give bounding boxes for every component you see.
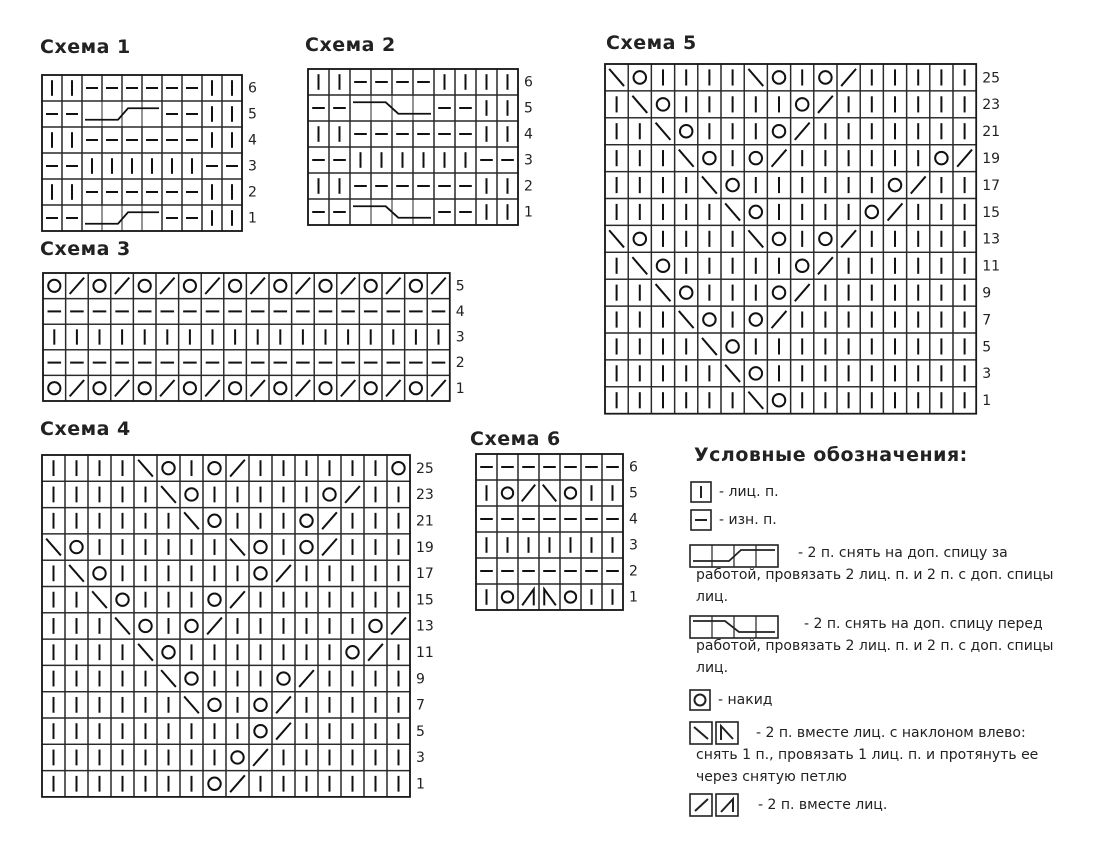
- stitch-mark: [229, 280, 241, 292]
- chart-cell: [387, 455, 410, 481]
- chart-cell: [179, 273, 202, 299]
- chart-cell: [675, 118, 698, 145]
- chart-grid-s2: [308, 69, 558, 227]
- chart-cell: [767, 64, 790, 91]
- stitch-mark: [184, 280, 196, 292]
- chart-cell: [744, 306, 767, 333]
- row-label: 6: [629, 459, 638, 476]
- legend-desc-knit: - лиц. п.: [719, 484, 779, 500]
- row-label: 1: [629, 589, 638, 606]
- stitch-mark: [543, 485, 556, 502]
- stitch-mark: [229, 382, 241, 394]
- stitch-mark: [160, 278, 174, 294]
- chart-cell: [860, 199, 883, 226]
- stitch-mark: [431, 380, 445, 396]
- stitch-mark: [702, 338, 717, 355]
- stitch-mark: [679, 311, 694, 328]
- stitch-mark: [208, 515, 220, 527]
- row-label: 23: [416, 487, 434, 504]
- chart-cell: [43, 273, 66, 299]
- stitch-mark: [431, 278, 445, 294]
- chart-cell: [88, 560, 111, 586]
- stitch-mark: [632, 257, 647, 274]
- stitch-mark: [296, 380, 310, 396]
- stitch-mark: [48, 280, 60, 292]
- row-label: 19: [416, 539, 434, 556]
- row-label: 1: [416, 776, 425, 793]
- chart-cell: [767, 387, 790, 414]
- row-label: 1: [982, 393, 992, 410]
- stitch-mark: [341, 278, 355, 294]
- stitch-mark: [748, 69, 763, 86]
- chart-cell: [65, 534, 88, 560]
- chart-cell: [814, 64, 837, 91]
- stitch-mark: [276, 723, 291, 740]
- stitch-mark: [230, 775, 245, 792]
- chart-cell: [272, 665, 295, 691]
- chart-cell: [628, 225, 651, 252]
- chart-cell: [721, 333, 744, 360]
- stitch-mark: [656, 123, 671, 140]
- stitch-mark: [502, 591, 513, 602]
- row-label: 4: [629, 511, 638, 528]
- row-label: 9: [416, 671, 425, 688]
- stitch-mark: [184, 696, 199, 713]
- row-label: 19: [982, 150, 1001, 167]
- stitch-mark: [322, 539, 337, 556]
- stitch-mark: [772, 150, 787, 167]
- stitch-mark: [205, 278, 219, 294]
- row-label: 5: [248, 106, 257, 123]
- stitch-mark: [161, 670, 176, 687]
- chart-cell: [651, 91, 674, 118]
- stitch-mark: [208, 778, 220, 790]
- row-label: 11: [982, 258, 1001, 275]
- stitch-mark: [748, 230, 763, 247]
- stitch-mark: [207, 618, 222, 635]
- row-label: 23: [982, 97, 1001, 114]
- stitch-mark: [139, 280, 151, 292]
- stitch-mark: [392, 462, 404, 474]
- k2tog-symbol-icon: [689, 793, 749, 817]
- stitch-mark: [254, 699, 266, 711]
- stitch-mark: [70, 278, 84, 294]
- chart-cell: [698, 306, 721, 333]
- stitch-mark: [230, 539, 245, 556]
- chart-grid-s6: [476, 454, 663, 612]
- chart-cell: [767, 225, 790, 252]
- stitch-mark: [725, 203, 740, 220]
- chart-cell: [359, 273, 382, 299]
- stitch-mark: [888, 203, 903, 220]
- row-label: 4: [248, 132, 257, 149]
- chart-cell: [405, 375, 428, 401]
- stitch-mark: [208, 699, 220, 711]
- stitch-mark: [254, 567, 266, 579]
- stitch-mark: [565, 487, 576, 498]
- stitch-mark: [185, 488, 197, 500]
- row-label: 5: [629, 485, 638, 502]
- chart-cell: [224, 273, 247, 299]
- legend-desc-cable-front: - 2 п. снять на доп. спицу перед работой, провязать 2 лиц. п. и 2 п. с доп. спицы лиц.: [696, 616, 1054, 676]
- stitch-mark: [323, 488, 335, 500]
- stitch-mark: [115, 380, 129, 396]
- chart-cell: [88, 273, 111, 299]
- stitch-mark: [634, 233, 647, 246]
- stitch-mark: [726, 179, 739, 192]
- chart-cell: [744, 199, 767, 226]
- stitch-mark: [544, 589, 556, 605]
- chart-cell: [767, 118, 790, 145]
- chart-cell: [560, 584, 581, 610]
- stitch-mark: [796, 98, 809, 111]
- chart-grid-s1: [42, 75, 282, 233]
- stitch-mark: [750, 152, 763, 165]
- stitch-mark: [609, 69, 624, 86]
- stitch-mark: [322, 512, 337, 529]
- chart-cell: [133, 273, 156, 299]
- stitch-mark: [773, 71, 786, 84]
- row-label: 15: [416, 592, 434, 609]
- chart-cell: [628, 64, 651, 91]
- stitch-mark: [632, 96, 647, 113]
- stitch-mark: [115, 618, 130, 635]
- row-label: 4: [455, 304, 465, 321]
- chart-cell: [157, 455, 180, 481]
- stitch-mark: [773, 286, 786, 299]
- row-label: 5: [982, 339, 992, 356]
- row-label: 13: [416, 618, 434, 635]
- chart-cell: [203, 587, 226, 613]
- stitch-mark: [296, 278, 310, 294]
- stitch-mark: [299, 670, 314, 687]
- legend-desc-k2tog: - 2 п. вместе лиц.: [758, 797, 888, 813]
- row-label: 4: [524, 126, 533, 143]
- stitch-mark: [139, 382, 151, 394]
- chart-cell: [318, 481, 341, 507]
- chart-cell: [791, 252, 814, 279]
- row-label: 21: [982, 124, 1001, 141]
- stitch-mark: [185, 672, 197, 684]
- stitch-mark: [656, 284, 671, 301]
- chart-cell: [133, 375, 156, 401]
- stitch-mark: [609, 230, 624, 247]
- chart-cell: [359, 375, 382, 401]
- chart-title-s5: Схема 5: [606, 32, 697, 54]
- stitch-mark: [365, 382, 377, 394]
- chart-cell: [43, 375, 66, 401]
- row-label: 6: [524, 74, 533, 91]
- chart-cell: [249, 692, 272, 718]
- stitch-mark: [276, 696, 291, 713]
- purl-symbol-icon: [690, 509, 712, 531]
- stitch-mark: [162, 462, 174, 474]
- stitch-mark: [368, 644, 383, 661]
- stitch-mark: [115, 278, 129, 294]
- chart-cell: [180, 665, 203, 691]
- chart-title-s2: Схема 2: [305, 34, 396, 56]
- chart-cell: [157, 639, 180, 665]
- stitch-mark: [680, 125, 693, 138]
- stitch-mark: [300, 541, 312, 553]
- stitch-mark: [795, 284, 810, 301]
- legend-title: Условные обозначения:: [694, 444, 968, 466]
- stitch-mark: [935, 152, 948, 165]
- stitch-mark: [819, 233, 832, 246]
- chart-cell: [269, 375, 292, 401]
- stitch-mark: [139, 620, 151, 632]
- row-label: 3: [629, 537, 638, 554]
- chart-cell: [364, 613, 387, 639]
- chart-cell: [179, 375, 202, 401]
- stitch-mark: [703, 152, 716, 165]
- stitch-mark: [345, 486, 360, 503]
- chart-cell: [675, 279, 698, 306]
- chart-cell: [111, 587, 134, 613]
- stitch-mark: [657, 98, 670, 111]
- stitch-mark: [819, 71, 832, 84]
- row-label: 25: [982, 70, 1001, 87]
- chart-cell: [814, 225, 837, 252]
- chart-cell: [295, 534, 318, 560]
- stitch-mark: [818, 96, 833, 113]
- row-label: 2: [248, 184, 257, 201]
- chart-cell: [744, 145, 767, 172]
- chart-cell: [295, 508, 318, 534]
- chart-grid-s3: [43, 273, 490, 403]
- stitch-mark: [93, 280, 105, 292]
- stitch-mark: [657, 259, 670, 272]
- stitch-mark: [254, 725, 266, 737]
- chart-cell: [721, 172, 744, 199]
- stitch-mark: [319, 382, 331, 394]
- chart-cell: [249, 560, 272, 586]
- stitch-mark: [796, 259, 809, 272]
- stitch-mark: [866, 206, 879, 219]
- stitch-mark: [138, 460, 153, 477]
- row-label: 2: [629, 563, 638, 580]
- stitch-mark: [750, 367, 763, 380]
- chart-cell: [497, 584, 518, 610]
- stitch-mark: [889, 179, 902, 192]
- stitch-mark: [70, 380, 84, 396]
- stitch-mark: [274, 382, 286, 394]
- chart-grid-s5: [605, 64, 1016, 416]
- stitch-mark: [522, 485, 535, 502]
- stitch-mark: [365, 280, 377, 292]
- chart-cell: [560, 480, 581, 506]
- row-label: 11: [416, 644, 434, 661]
- stitch-mark: [841, 69, 856, 86]
- chart-cell: [203, 692, 226, 718]
- chart-cell: [249, 534, 272, 560]
- knit-symbol-icon: [690, 481, 712, 503]
- row-label: 3: [455, 329, 465, 346]
- chart-cell: [341, 639, 364, 665]
- stitch-mark: [750, 206, 763, 219]
- stitch-mark: [184, 382, 196, 394]
- stitch-mark: [70, 541, 82, 553]
- chart-title-s3: Схема 3: [40, 238, 131, 260]
- stitch-mark: [634, 71, 647, 84]
- row-label: 17: [982, 177, 1001, 194]
- stitch-mark: [748, 392, 763, 409]
- stitch-mark: [185, 620, 197, 632]
- stitch-mark: [205, 380, 219, 396]
- stitch-mark: [69, 565, 84, 582]
- stitch-mark: [703, 313, 716, 326]
- stitch-mark: [93, 567, 105, 579]
- chart-cell: [269, 273, 292, 299]
- chart-cell: [180, 613, 203, 639]
- stitch-mark: [773, 125, 786, 138]
- legend-desc-ssk: - 2 п. вместе лиц. с наклоном влево: снять 1 п., провязать 1 лиц. п. и протянуть ее через снятую петлю: [696, 725, 1039, 785]
- chart-cell: [767, 279, 790, 306]
- chart-cell: [203, 508, 226, 534]
- chart-title-s4: Схема 4: [40, 418, 131, 440]
- chart-cell: [203, 455, 226, 481]
- chart-cell: [203, 771, 226, 797]
- stitch-mark: [250, 278, 264, 294]
- stitch-mark: [795, 123, 810, 140]
- row-label: 15: [982, 204, 1001, 221]
- stitch-mark: [410, 382, 422, 394]
- stitch-mark: [841, 230, 856, 247]
- stitch-mark: [773, 233, 786, 246]
- stitch-mark: [274, 280, 286, 292]
- stitch-mark: [231, 751, 243, 763]
- row-label: 1: [524, 204, 533, 221]
- stitch-mark: [726, 340, 739, 353]
- stitch-mark: [702, 176, 717, 193]
- stitch-mark: [725, 365, 740, 382]
- stitch-mark: [138, 644, 153, 661]
- stitch-mark: [346, 646, 358, 658]
- stitch-mark: [208, 462, 220, 474]
- stitch-mark: [319, 280, 331, 292]
- stitch-mark: [276, 565, 291, 582]
- chart-cell: [314, 375, 337, 401]
- stitch-mark: [250, 380, 264, 396]
- row-label: 3: [248, 158, 257, 175]
- stitch-mark: [93, 382, 105, 394]
- chart-title-s1: Схема 1: [40, 36, 131, 58]
- chart-cell: [134, 613, 157, 639]
- stitch-mark: [410, 280, 422, 292]
- chart-cell: [249, 718, 272, 744]
- row-label: 7: [416, 697, 425, 714]
- row-label: 1: [455, 380, 465, 397]
- stitch-mark: [502, 487, 513, 498]
- stitch-mark: [773, 394, 786, 407]
- chart-cell: [314, 273, 337, 299]
- stitch-mark: [386, 278, 400, 294]
- row-label: 5: [416, 723, 425, 740]
- stitch-mark: [48, 382, 60, 394]
- legend-desc-yarn-over: - накид: [718, 692, 773, 708]
- row-label: 25: [416, 460, 434, 477]
- stitch-mark: [680, 286, 693, 299]
- stitch-mark: [818, 257, 833, 274]
- row-label: 2: [455, 355, 465, 372]
- stitch-mark: [772, 311, 787, 328]
- stitch-mark: [46, 539, 61, 556]
- legend-desc-purl: - изн. п.: [719, 512, 777, 528]
- chart-title-s6: Схема 6: [470, 428, 561, 450]
- chart-cell: [791, 91, 814, 118]
- chart-cell: [88, 375, 111, 401]
- legend-desc-cable-back: - 2 п. снять на доп. спицу за работой, провязать 2 лиц. п. и 2 п. с доп. спицы лиц.: [696, 545, 1054, 605]
- row-label: 2: [524, 178, 533, 195]
- stitch-mark: [391, 618, 406, 635]
- yarn-over-symbol-icon: [689, 689, 711, 711]
- stitch-mark: [162, 646, 174, 658]
- stitch-mark: [116, 593, 128, 605]
- chart-grid-s4: [42, 455, 450, 799]
- chart-cell: [224, 375, 247, 401]
- stitch-mark: [161, 486, 176, 503]
- stitch-mark: [300, 515, 312, 527]
- row-label: 17: [416, 566, 434, 583]
- stitch-mark: [911, 176, 926, 193]
- row-label: 3: [982, 366, 992, 383]
- row-label: 1: [248, 210, 257, 227]
- row-label: 9: [982, 285, 992, 302]
- row-label: 13: [982, 231, 1001, 248]
- chart-cell: [180, 481, 203, 507]
- row-label: 6: [248, 80, 257, 97]
- stitch-mark: [92, 591, 107, 608]
- chart-cell: [226, 744, 249, 770]
- stitch-mark: [679, 150, 694, 167]
- stitch-mark: [253, 749, 268, 766]
- stitch-mark: [160, 380, 174, 396]
- chart-cell: [405, 273, 428, 299]
- chart-cell: [744, 360, 767, 387]
- stitch-mark: [254, 541, 266, 553]
- row-label: 5: [524, 100, 533, 117]
- row-label: 21: [416, 513, 434, 530]
- chart-cell: [497, 480, 518, 506]
- stitch-mark: [565, 591, 576, 602]
- stitch-mark: [386, 380, 400, 396]
- stitch-mark: [341, 380, 355, 396]
- stitch-mark: [230, 460, 245, 477]
- chart-cell: [651, 252, 674, 279]
- stitch-mark: [522, 589, 534, 605]
- stitch-mark: [369, 620, 381, 632]
- chart-cell: [698, 145, 721, 172]
- stitch-mark: [208, 593, 220, 605]
- row-label: 3: [524, 152, 533, 169]
- stitch-mark: [750, 313, 763, 326]
- stitch-mark: [184, 512, 199, 529]
- stitch-mark: [957, 150, 972, 167]
- stitch-mark: [230, 591, 245, 608]
- chart-cell: [930, 145, 953, 172]
- chart-cell: [883, 172, 906, 199]
- row-label: 5: [455, 278, 465, 295]
- row-label: 7: [982, 312, 992, 329]
- stitch-mark: [277, 672, 289, 684]
- row-label: 3: [416, 750, 425, 767]
